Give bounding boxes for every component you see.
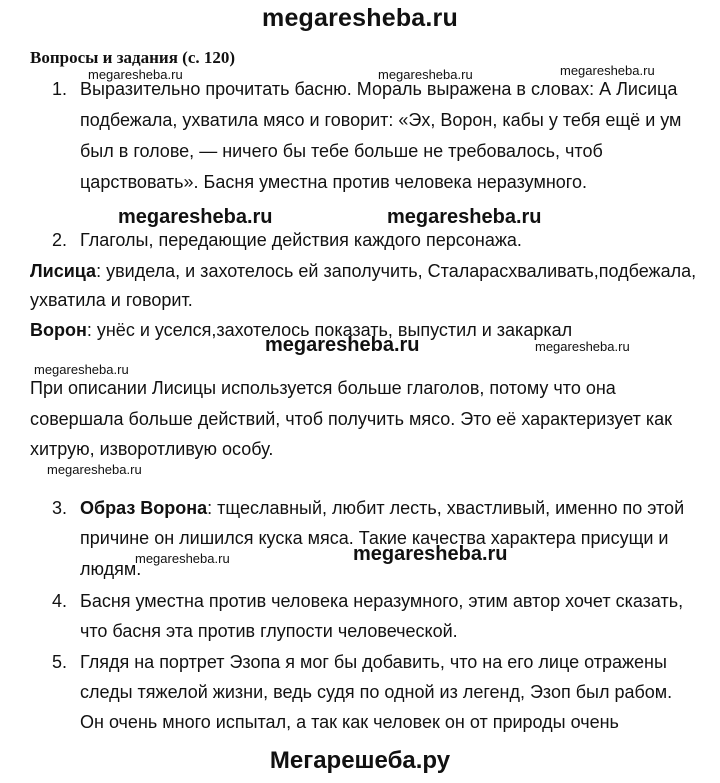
item-2-text: Глаголы, передающие действия каждого персонажа.: [80, 230, 522, 250]
site-title: megaresheba.ru: [262, 4, 458, 32]
watermark: megaresheba.ru: [378, 67, 473, 82]
item-5-line: Глядя на портрет Эзопа я мог бы добавить, что на его лице отражены: [80, 652, 667, 672]
item-4-line: что басня эта против глупости человеческой.: [80, 621, 458, 641]
item-3-line: : тщеславный, любит лесть, хвастливый, именно по этой: [207, 498, 685, 518]
item-5-line: Он очень много испытал, а так как человек он от природы очень: [80, 712, 619, 732]
watermark: megaresheba.ru: [353, 543, 508, 565]
watermark: megaresheba.ru: [88, 67, 183, 82]
watermark: megaresheba.ru: [118, 206, 273, 228]
watermark: megaresheba.ru: [535, 339, 630, 354]
item-number: 1.: [52, 79, 68, 99]
watermark: megaresheba.ru: [265, 334, 420, 356]
watermark: megaresheba.ru: [47, 462, 142, 477]
fox-verbs-text: : увидела, и захотелось ей заполучить, Сталарасхваливать,подбежала,: [96, 261, 697, 281]
item-1-line: Выразительно прочитать басню. Мораль выражена в словах: А Лисица: [80, 79, 678, 99]
fox-verbs: [30, 261, 696, 281]
paragraph-line: При описании Лисицы используется больше глаголов, потому что она: [30, 378, 616, 398]
item-1-line: подбежала, ухватила мясо и говорит: «Эх, Ворон, кабы у тебя ещё и ум: [80, 110, 682, 130]
item-3-line: людям.: [80, 559, 142, 579]
item-1-line: был в голове, — ничего бы тебе больше не требовалось, чтоб: [80, 141, 603, 161]
fox-verbs-continued: ухватила и говорит.: [30, 290, 193, 310]
item-number: 3.: [52, 498, 68, 518]
section-title: Вопросы и задания (с. 120): [30, 48, 236, 67]
item-1-line: царствовать». Басня уместна против человека неразумного.: [80, 172, 587, 192]
paragraph-line: совершала больше действий, чтоб получить мясо. Это её характеризует как: [30, 409, 673, 429]
paragraph-line: хитрую, изворотливую особу.: [30, 439, 274, 459]
raven-image-label: Образ Ворона: [80, 498, 208, 518]
item-number: 4.: [52, 591, 68, 611]
watermark: megaresheba.ru: [34, 362, 129, 377]
raven-label: Ворон: [30, 320, 87, 340]
fox-label: Лисица: [30, 261, 97, 281]
raven-verbs-text: : унёс и уселся,захотелось показать, выпустил и закаркал: [86, 320, 573, 340]
watermark: megaresheba.ru: [387, 206, 542, 228]
item-3-line: причине он лишился куска мяса. Такие качества характера присущи и: [80, 528, 669, 548]
item-number: 2.: [52, 230, 68, 250]
footer-site-title: Мегарешеба.ру: [269, 747, 451, 774]
watermark: megaresheba.ru: [560, 63, 655, 78]
item-4-line: Басня уместна против человека неразумного, этим автор хочет сказать,: [80, 591, 684, 611]
watermark: megaresheba.ru: [135, 551, 230, 566]
item-5-line: следы тяжелой жизни, ведь судя по одной из легенд, Эзоп был рабом.: [80, 682, 673, 702]
item-number: 5.: [52, 652, 68, 672]
